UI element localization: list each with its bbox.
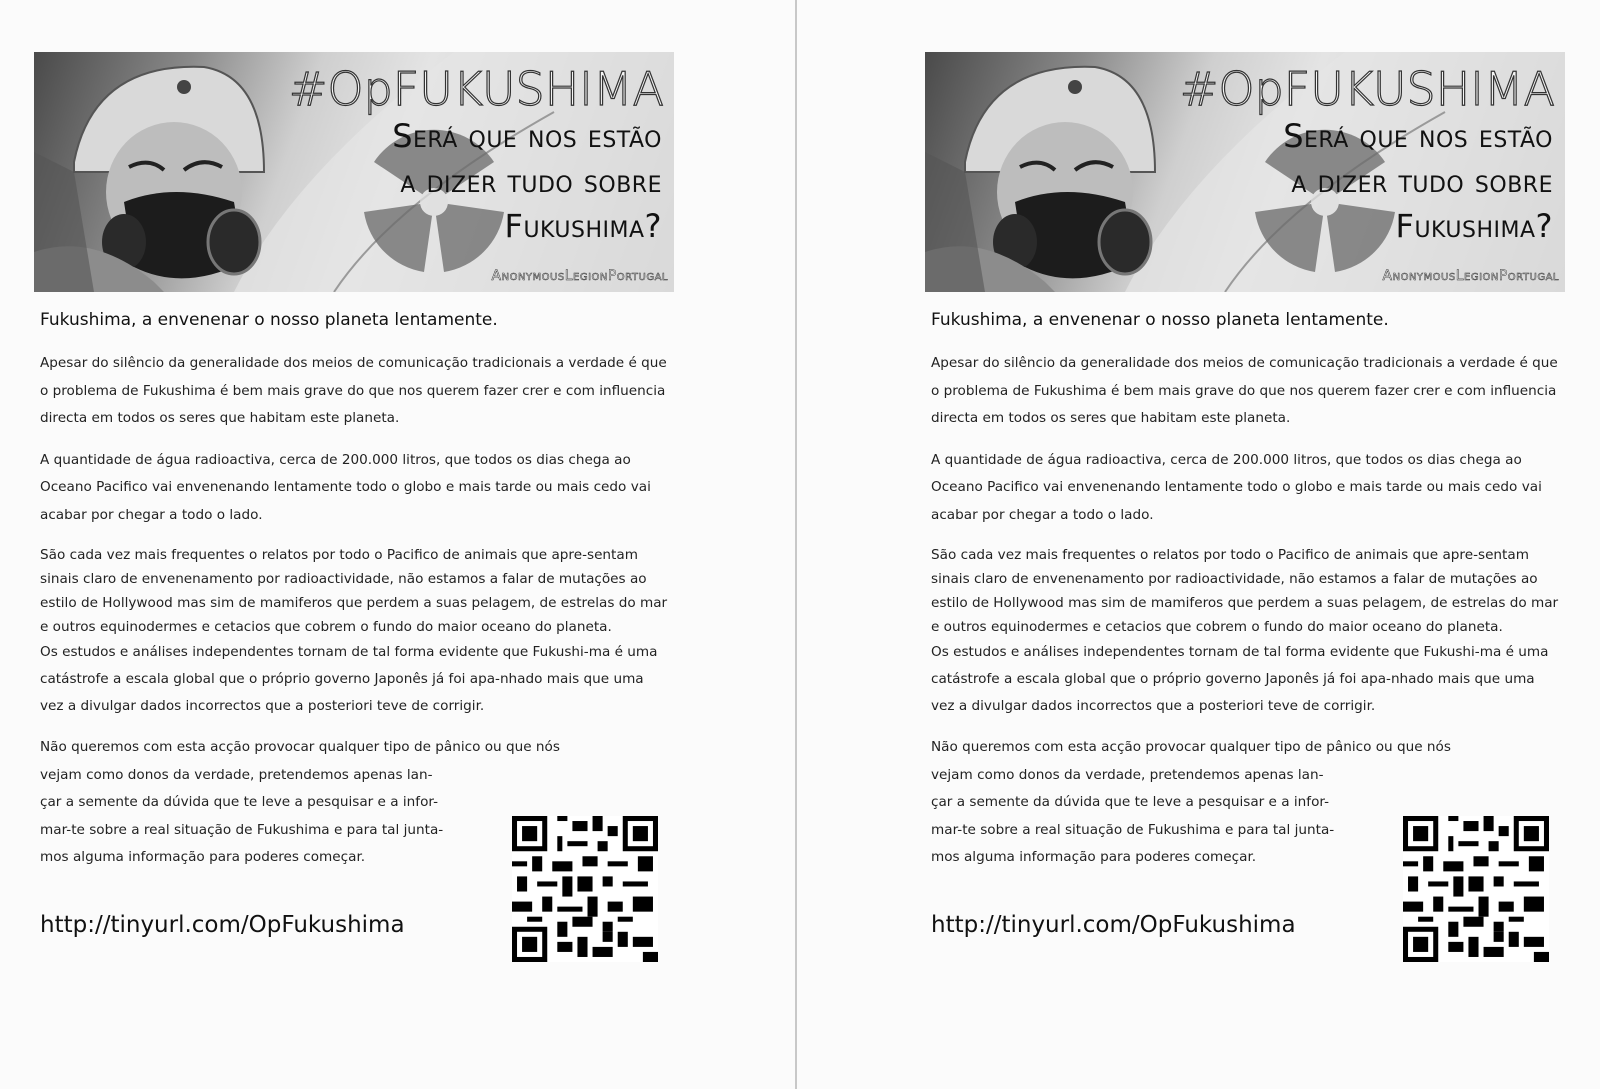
paragraph-2: A quantidade de água radioactiva, cerca de 200.000 litros, que todos os dias chega ao Oceano Pacifico vai envenenando lentamente todo o globo e mais tarde ou mais cedo vai acabar por chegar a todo o lado. [40, 451, 651, 523]
banner-credit: AnonymousLegionPortugal [1382, 268, 1559, 284]
headline-line: Será que nos estão [1283, 117, 1553, 155]
headline-line: Fukushima? [1395, 207, 1553, 245]
banner-headline [1283, 114, 1553, 249]
paragraph-4: Os estudos e análises independentes tornam de tal forma evidente que Fukushi-ma é uma catástrofe a escala global que o próprio governo Japonês já foi apa-nhado mais que uma vez a divulgar dados incorrectos que a posteriori teve de corrigir. [40, 644, 658, 714]
paragraph-3: São cada vez mais frequentes o relatos por todo o Pacifico de animais que apre-sentam sinais claro de envenenamento por radioactividade, não estamos a falar de mutações ao estilo de Hollywood mas sim de mamiferos que perdem a suas pelagem, de estrelas do mar e outros equinodermes e cetacios que cobrem o fundo do maior oceano do planeta. [931, 547, 1559, 635]
banner-credit: AnonymousLegionPortugal [491, 268, 668, 284]
paragraph-3: São cada vez mais frequentes o relatos por todo o Pacifico de animais que apre-sentam sinais claro de envenenamento por radioactividade, não estamos a falar de mutações ao estilo de Hollywood mas sim de mamiferos que perdem a suas pelagem, de estrelas do mar e outros equinodermes e cetacios que cobrem o fundo do maior oceano do planeta. [40, 547, 668, 635]
campaign-url[interactable]: http://tinyurl.com/OpFukushima [931, 912, 1296, 938]
campaign-url[interactable]: http://tinyurl.com/OpFukushima [40, 912, 405, 938]
closing-section [925, 734, 1565, 938]
flyer-subtitle: Fukushima, a envenenar o nosso planeta lentamente. [931, 310, 1389, 330]
closing-line: Não queremos com esta acção provocar qualquer tipo de pânico ou que nós [40, 739, 560, 755]
closing-line: vejam como donos da verdade, pretendemos apenas lan- [40, 766, 433, 783]
closing-line: mar-te sobre a real situação de Fukushima e para tal junta- [931, 821, 1335, 838]
flyer-right [925, 52, 1565, 938]
flyer-left [34, 52, 674, 938]
headline-line: a dizer tudo sobre [1291, 162, 1553, 200]
page-divider [795, 0, 797, 1089]
closing-line: Não queremos com esta acção provocar qualquer tipo de pânico ou que nós [931, 739, 1451, 755]
paragraph-1: Apesar do silêncio da generalidade dos meios de comunicação tradicionais a verdade é que o problema de Fukushima é bem mais grave do que nos querem fazer crer e com influencia directa em todos os seres que habitam este planeta. [40, 355, 667, 426]
hashtag-title: #OpFUKUSHIMA [1179, 62, 1555, 116]
banner-image [925, 52, 1565, 292]
banner-headline [392, 114, 662, 249]
paragraph-1: Apesar do silêncio da generalidade dos meios de comunicação tradicionais a verdade é que o problema de Fukushima é bem mais grave do que nos querem fazer crer e com influencia directa em todos os seres que habitam este planeta. [931, 355, 1558, 426]
paragraph-2: A quantidade de água radioactiva, cerca de 200.000 litros, que todos os dias chega ao Oceano Pacifico vai envenenando lentamente todo o globo e mais tarde ou mais cedo vai acabar por chegar a todo o lado. [931, 451, 1542, 523]
closing-line: çar a semente da dúvida que te leve a pesquisar e a infor- [931, 794, 1330, 810]
closing-line: çar a semente da dúvida que te leve a pesquisar e a infor- [40, 794, 439, 810]
closing-section [34, 734, 674, 938]
headline-line: Será que nos estão [392, 117, 662, 155]
banner-image [34, 52, 674, 292]
closing-line: mar-te sobre a real situação de Fukushima e para tal junta- [40, 821, 444, 838]
flyer-subtitle: Fukushima, a envenenar o nosso planeta lentamente. [40, 310, 498, 330]
closing-line: mos alguma informação para poderes começar. [40, 849, 366, 865]
headline-line: Fukushima? [504, 207, 662, 245]
qr-code-icon [512, 816, 658, 962]
paragraph-4: Os estudos e análises independentes tornam de tal forma evidente que Fukushi-ma é uma catástrofe a escala global que o próprio governo Japonês já foi apa-nhado mais que uma vez a divulgar dados incorrectos que a posteriori teve de corrigir. [931, 644, 1549, 714]
headline-line: a dizer tudo sobre [400, 162, 662, 200]
closing-line: mos alguma informação para poderes começar. [931, 849, 1257, 865]
qr-code-icon [1403, 816, 1549, 962]
hashtag-title: #OpFUKUSHIMA [288, 62, 664, 116]
closing-line: vejam como donos da verdade, pretendemos apenas lan- [931, 766, 1324, 783]
